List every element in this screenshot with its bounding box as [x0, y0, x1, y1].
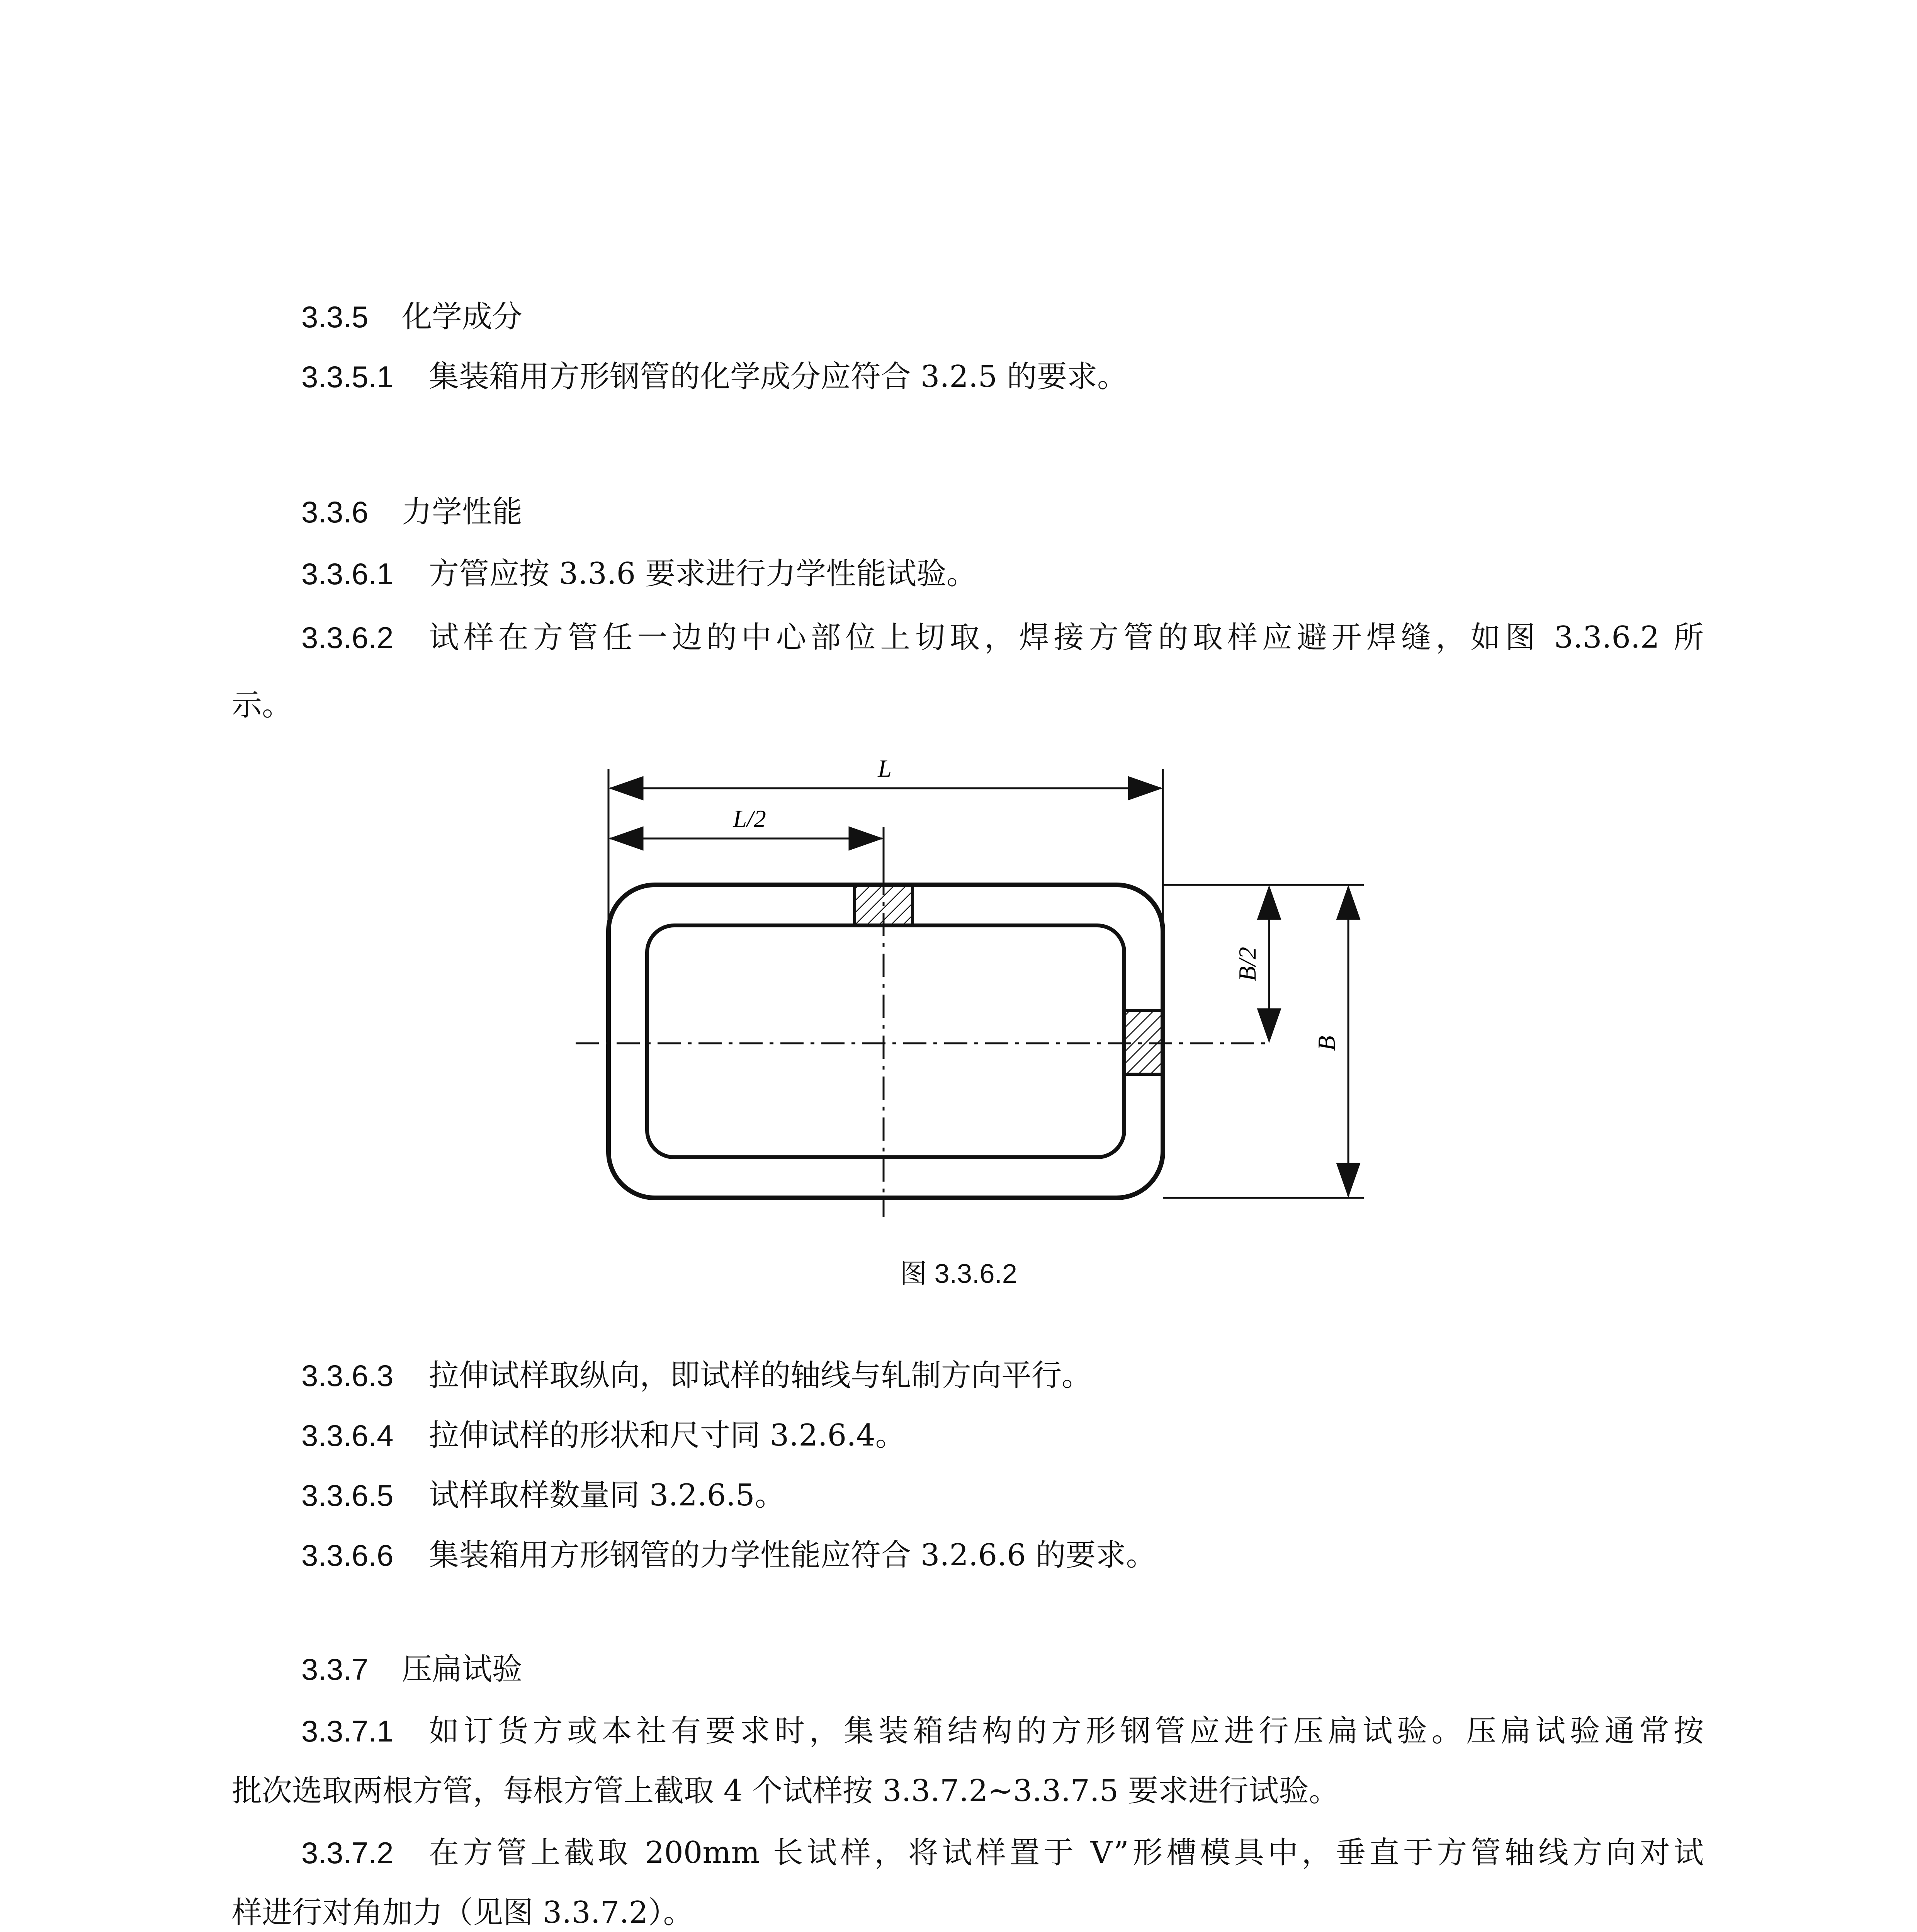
label-L: L: [878, 755, 892, 782]
paragraph-text: 拉伸试样的形状和尺寸同 3.2.6.4。: [429, 1418, 906, 1453]
section-number: 3.3.6.2: [301, 621, 394, 655]
paragraph-text: 试样取样数量同 3.2.6.5。: [429, 1478, 785, 1513]
section-number: 3.3.7: [301, 1652, 369, 1686]
paragraph-text: 样进行对角加力（见图 3.3.7.2）。: [232, 1895, 693, 1930]
label-B: B: [1313, 1036, 1340, 1051]
section-number: 3.3.6: [301, 495, 369, 529]
paragraph-text: 批次选取两根方管，每根方管上截取 4 个试样按 3.3.7.2~3.3.7.5 要求进行试验。: [232, 1774, 1339, 1808]
paragraph-text: 如订货方或本社有要求时，集装箱结构的方形钢管应进行压扁试验。压扁试验通常按: [429, 1714, 1704, 1748]
label-B2: B/2: [1234, 947, 1261, 981]
paragraph-text: 在方管上截取 200mm 长试样，将试样置于 V”形槽模具中，垂直于方管轴线方向对试: [429, 1835, 1704, 1870]
paragraph-text: 方管应按 3.3.6 要求进行力学性能试验。: [429, 556, 977, 591]
section-number: 3.3.6.6: [301, 1538, 394, 1572]
section-number: 3.3.7.2: [301, 1836, 394, 1870]
section-number: 3.3.6.4: [301, 1418, 394, 1452]
paragraph-text: 示。: [232, 688, 292, 723]
section-number: 3.3.5: [301, 300, 369, 334]
label-L2: L/2: [733, 805, 766, 832]
paragraph-text: 拉伸试样取纵向，即试样的轴线与轧制方向平行。: [429, 1358, 1092, 1393]
figure-3-3-6-2-caption: 图 3.3.6.2: [900, 1259, 1017, 1289]
section-number: 3.3.6.1: [301, 557, 394, 591]
section-heading: 压扁试验: [402, 1652, 523, 1687]
paragraph-text: 集装箱用方形钢管的力学性能应符合 3.2.6.6 的要求。: [429, 1538, 1156, 1573]
section-number: 3.3.6.5: [301, 1478, 394, 1512]
section-number: 3.3.5.1: [301, 360, 394, 394]
section-heading: 化学成分: [402, 299, 523, 334]
section-number: 3.3.7.1: [301, 1714, 394, 1748]
section-heading: 力学性能: [402, 495, 523, 529]
tube-outer-outline: [608, 885, 1163, 1198]
paragraph-text: 集装箱用方形钢管的化学成分应符合 3.2.5 的要求。: [429, 359, 1128, 394]
section-number: 3.3.6.3: [301, 1359, 394, 1393]
figure-3-3-6-2-diagram: [560, 734, 1371, 1221]
paragraph-text: 试样在方管任一边的中心部位上切取，焊接方管的取样应避开焊缝，如图 3.3.6.2 所: [429, 620, 1704, 655]
tube-inner-outline: [647, 925, 1124, 1157]
